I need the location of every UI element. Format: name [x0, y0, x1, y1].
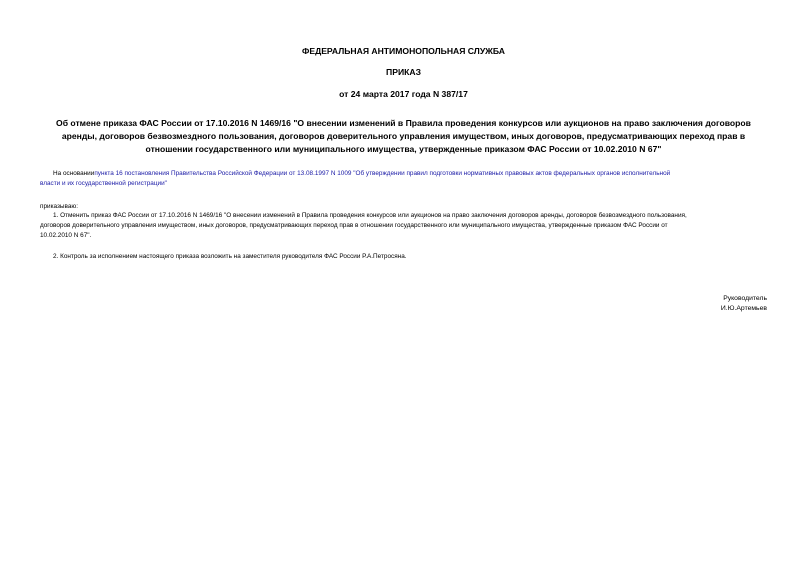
title-line: аренды, договоров безвозмездного пользования, договоров доверительного управления имуществом, иных договоров, предусматривающих переход прав в: [61, 131, 746, 141]
order-item-1-line: 10.02.2010 N 67".: [40, 232, 92, 239]
order-word: приказываю:: [40, 203, 78, 210]
title-line: отношении государственного или муниципального имущества, утвержденные приказом ФАС России от 10.02.2010 N 67": [145, 144, 662, 154]
document-date-number: от 24 марта 2017 года N 387/17: [339, 89, 468, 99]
preamble-prefix: На основании: [53, 170, 95, 177]
signature-position: Руководитель: [723, 295, 767, 302]
order-item-1-line: 1. Отменить приказ ФАС России от 17.10.2016 N 1469/16 "О внесении изменений в Правила проведения конкурсов или аукционов на право заключения договоров аренды, договоров безвозмездного пользования,: [53, 212, 687, 219]
document-type-heading: ПРИКАЗ: [386, 67, 421, 77]
legal-reference-link[interactable]: пункта 16 постановления Правительства Российской Федерации от 13.08.1997 N 1009 "Об утверждении правил подготовки нормативных правовых актов федеральных органов исполнительной: [94, 170, 671, 177]
preamble-paragraph: [53, 169, 670, 179]
legal-reference-link-continued[interactable]: власти и их государственной регистрации": [40, 180, 167, 187]
title-line: Об отмене приказа ФАС России от 17.10.2016 N 1469/16 "О внесении изменений в Правила проведения конкурсов или аукционов на право заключения договоров: [56, 118, 751, 128]
order-item-2: 2. Контроль за исполнением настоящего приказа возложить на заместителя руководителя ФАС России Р.А.Петросяна.: [53, 253, 407, 260]
organization-heading: ФЕДЕРАЛЬНАЯ АНТИМОНОПОЛЬНАЯ СЛУЖБА: [302, 46, 505, 56]
order-item-1-line: договоров доверительного управления имуществом, иных договоров, предусматривающих переход прав в отношении государственного или муниципального имущества, утвержденные приказом ФАС России от: [40, 222, 668, 229]
signature-name: И.Ю.Артемьев: [720, 305, 767, 312]
document-title: [40, 117, 767, 156]
